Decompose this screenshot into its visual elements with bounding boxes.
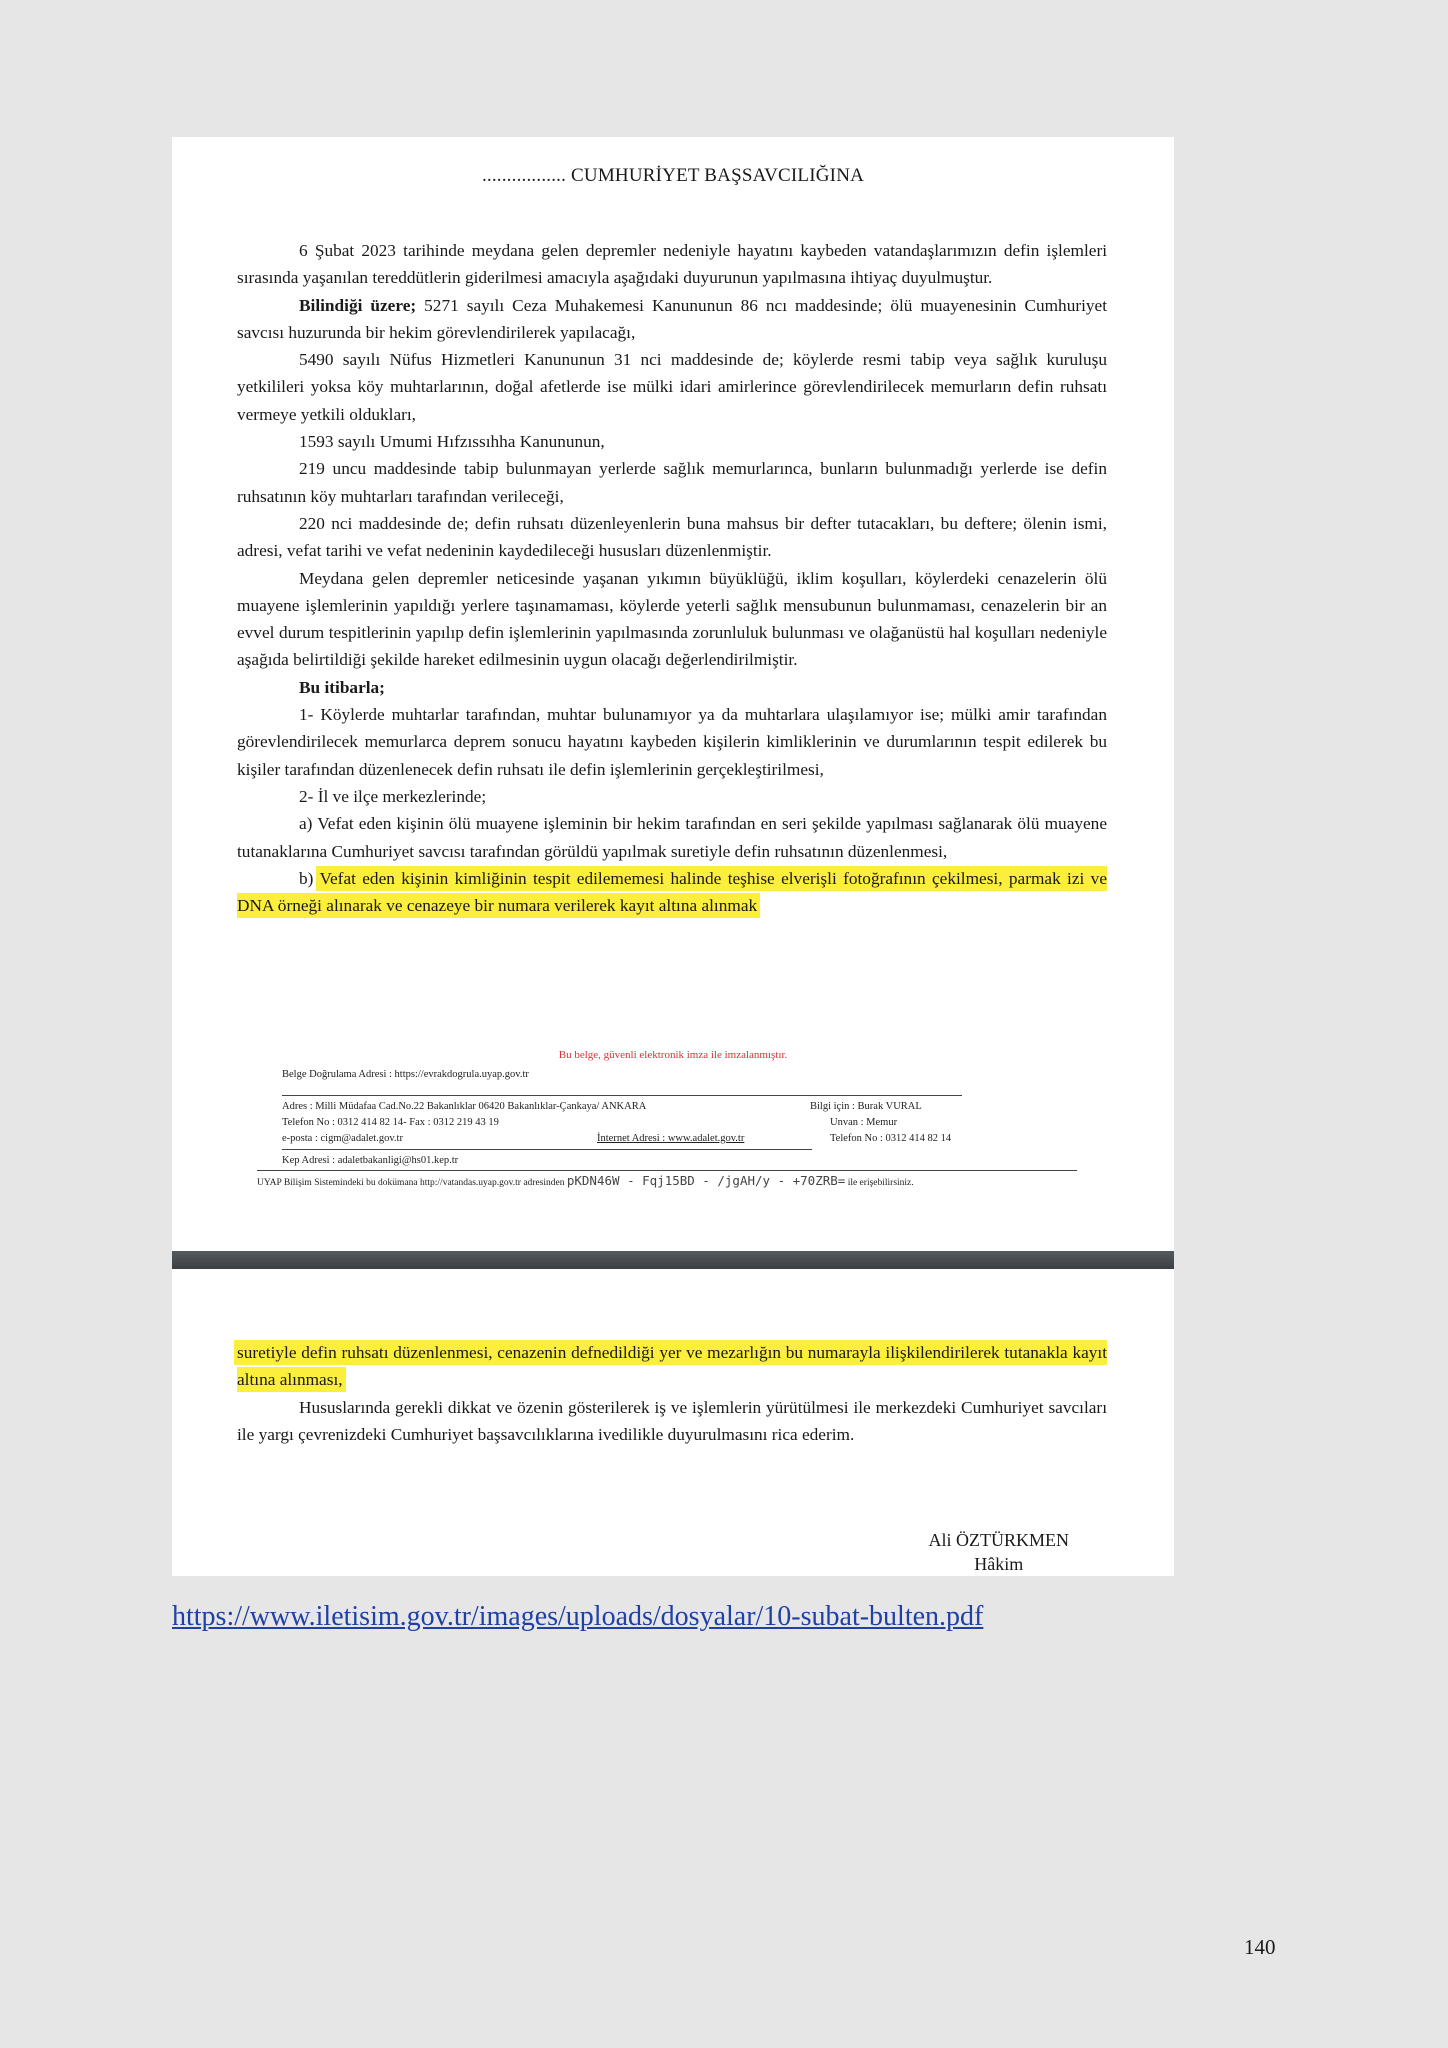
uyap-code: pKDN46W - Fqj15BD - /jgAH/y - +70ZRB= <box>566 1173 846 1188</box>
paragraph-ceza <box>237 292 1107 347</box>
footer-phone: Telefon No : 0312 414 82 14- Fax : 0312 219 43 19 <box>282 1117 499 1128</box>
footer-address: Adres : Milli Müdafaa Cad.No.22 Bakanlıklar 06420 Bakanlıklar-Çankaya/ ANKARA <box>282 1101 647 1112</box>
highlighted-text-continued: suretiyle defin ruhsatı düzenlenmesi, cenazenin defnedildiği yer ve mezarlığın bu numarayla ilişkilendirilerek tutanakla kayıt altına alınması, <box>237 1343 1107 1390</box>
document-page-top <box>172 137 1174 1251</box>
item-1: 1- Köylerde muhtarlar tarafından, muhtar bulunamıyor ya da muhtarlara ulaşılamıyor ise; mülki amir tarafından görevlendirilecek memurlarca deprem sonucu hayatını kaybeden kişilerin kimliklerinin ve durumlarının tespit edilerek bu kişiler tarafından düzenlenecek defin ruhsatı ile defin işlemlerinin gerçekleştirilmesi, <box>237 705 1107 779</box>
paragraph-219: 219 uncu maddesinde tabip bulunmayan yerlerde sağlık memurlarınca, bunların bulunmadığı yerlerde ise defin ruhsatının köy muhtarları tarafından verileceği, <box>237 459 1107 506</box>
document-footer <box>257 1067 1112 1237</box>
item-2b <box>237 865 1107 920</box>
footer-divider-3 <box>257 1170 1077 1171</box>
footer-uyap-line <box>257 1173 914 1191</box>
paragraph-meydana: Meydana gelen depremler neticesinde yaşanan yıkımın büyüklüğü, iklim koşulları, köylerdeki cenazelerin ölü muayene işlemlerinin yapıldığı yerlere taşınamaması, köylerde yeterli sağlık mensubunun bulunmaması, cenazelerin bir an evvel durum tespitlerinin yapılıp defin işlemlerinin yapılmasında zorunluluk bulunması ve olağanüstü hal koşulları nedeniyle aşağıda belirtildiği şekilde hareket edilmesinin uygun olacağı değerlendirilmiştir. <box>237 568 1107 670</box>
footer-divider <box>282 1095 962 1096</box>
verify-address: Belge Doğrulama Adresi : https://evrakdogrula.uyap.gov.tr <box>282 1069 529 1080</box>
footer-web: İnternet Adresi : www.adalet.gov.tr <box>597 1133 745 1144</box>
footer-kep: Kep Adresi : adaletbakanligi@hs01.kep.tr <box>282 1155 459 1166</box>
signature-title: Hâkim <box>974 1554 1024 1574</box>
paragraph-nufus: 5490 sayılı Nüfus Hizmetleri Kanununun 31 nci maddesinde de; köylerde resmi tabip veya sağlık kuruluşu yetkilileri yoksa köy muhtarlarının, doğal afetlerde ise mülki idari amirlerince görevlendirilecek memurların defin ruhsatı vermeye yetkili oldukları, <box>237 350 1107 424</box>
footer-info-name: Bilgi için : Burak VURAL <box>810 1101 922 1112</box>
highlighted-text-b: Vefat eden kişinin kimliğinin tespit edilememesi halinde teşhise elverişli fotoğrafının çekilmesi, parmak izi ve DNA örneği alınarak ve cenazeye bir numara verilerek kayıt altına alınmak <box>237 868 1107 916</box>
uyap-suffix: ile erişebilirsiniz. <box>847 1178 914 1188</box>
document-title: ................. CUMHURİYET BAŞSAVCILIĞINA <box>481 165 865 186</box>
closing-paragraph: Hususlarında gerekli dikkat ve özenin gösterilerek iş ve işlemlerin yürütülmesi ile merkezdeki Cumhuriyet savcıları ile yargı çevrenizdeki Cumhuriyet başsavcılıklarına ivedilikle duyurulmasını rica ederim. <box>237 1397 1107 1444</box>
item-2: 2- İl ve ilçe merkezlerinde; <box>299 786 487 806</box>
footer-email: e-posta : cigm@adalet.gov.tr <box>282 1133 403 1144</box>
page-number: 140 <box>1244 1935 1276 1959</box>
uyap-prefix: UYAP Bilişim Sistemindeki bu dokümana http://vatandas.uyap.gov.tr adresinden <box>257 1178 565 1188</box>
footer-divider-2 <box>282 1149 812 1150</box>
paragraph-220: 220 nci maddesinde de; defin ruhsatı düzenleyenlerin buna mahsus bir defter tutacakları, bu deftere; ölenin ismi, adresi, vefat tarihi ve vefat nedeninin kaydedileceği hususları düzenlenmiştir. <box>237 513 1107 561</box>
footer-info-phone: Telefon No : 0312 414 82 14 <box>830 1133 952 1144</box>
document-body <box>237 237 1107 919</box>
document-page-bottom <box>172 1269 1174 1576</box>
paragraph-intro: 6 Şubat 2023 tarihinde meydana gelen depremler nedeniyle hayatını kaybeden vatandaşlarımızın defin işlemleri sırasında yaşanılan tereddütlerin giderilmesi amacıyla aşağıdaki duyurunun yapılmasına ihtiyaç duyulmuştur. <box>237 241 1107 288</box>
footer-info-title: Unvan : Memur <box>830 1117 898 1128</box>
continued-text <box>237 1339 1107 1394</box>
signature-block <box>929 1528 1070 1576</box>
source-link[interactable]: https://www.iletisim.gov.tr/images/uploads/dosyalar/10-subat-bulten.pdf <box>172 1601 984 1632</box>
item-2a: a) Vefat eden kişinin ölü muayene işleminin bir hekim tarafından en seri şekilde yapılması sağlanarak ölü muayene tutanaklarına Cumhuriyet savcısı tarafından görüldü yapılmak suretiyle defin ruhsatının düzenlenmesi, <box>237 814 1107 861</box>
paragraph-ceza-text: 5271 sayılı Ceza Muhakemesi Kanununun 86 ncı maddesinde; ölü muayenesinin Cumhuriyet savcısı huzurunda bir hekim görevlendirilerek yapılacağı, <box>237 295 1107 342</box>
item-2b-prefix: b) <box>299 868 314 888</box>
heading-bu-itibarla <box>237 674 1107 701</box>
bold-bu-itibarla: Bu itibarla; <box>299 677 385 697</box>
bold-bilindigi: Bilindiği üzere; <box>299 295 417 315</box>
image-separator <box>172 1251 1174 1269</box>
signature-name: Ali ÖZTÜRKMEN <box>928 1530 1069 1550</box>
esign-note: Bu belge, güvenli elektronik imza ile imzalanmıştır. <box>558 1049 788 1061</box>
paragraph-hifzissihha: 1593 sayılı Umumi Hıfzıssıhha Kanununun, <box>299 432 605 452</box>
document-body-continued <box>237 1339 1107 1448</box>
